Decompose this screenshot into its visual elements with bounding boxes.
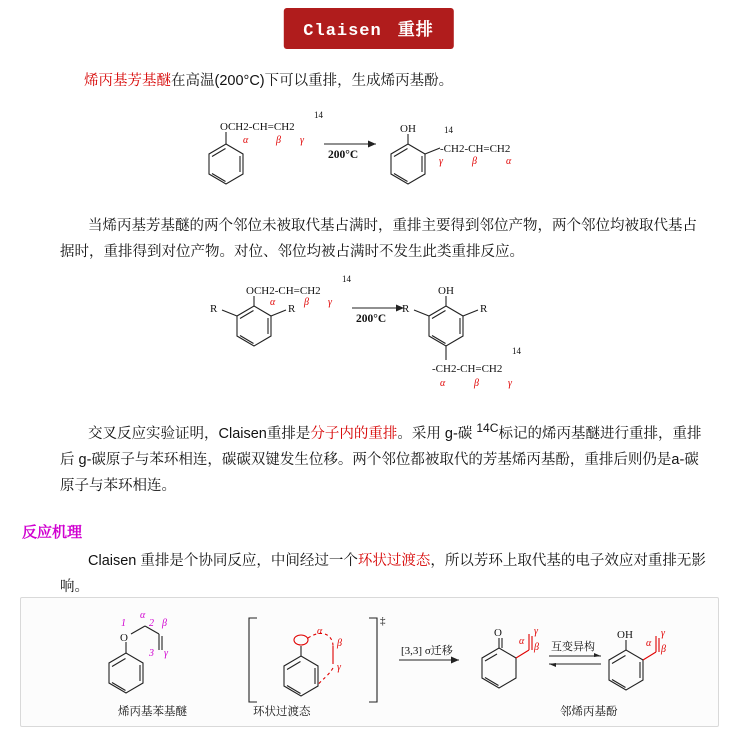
- mechanism-caption-product: 邻烯丙基酚: [560, 706, 618, 718]
- scheme2-condition: 200°C: [356, 313, 387, 325]
- mech-gamma-2: γ: [337, 662, 341, 673]
- paragraph-crossover-a: 交叉反应实验证明，Claisen重排是: [88, 425, 311, 442]
- scheme1-condition: 200°C: [328, 149, 359, 161]
- scheme1-product-chain: -CH2-CH=CH2: [440, 143, 511, 155]
- mech-gamma-3: γ: [534, 626, 538, 637]
- scheme2-product-R-right: R: [480, 303, 488, 315]
- scheme2-product-gamma: γ: [508, 378, 512, 389]
- label-carbon14: 14C: [476, 421, 499, 435]
- paragraph-ortho-para: 当烯丙基芳基醚的两个邻位未被取代基占满时，重排主要得到邻位产物，两个邻位均被取代基占据时，重排得到对位产物。对位、邻位均被占满时不发生此类重排反应。: [60, 218, 697, 260]
- mech-alpha-1: α: [140, 610, 146, 621]
- benzene-ring-product-1: [391, 144, 425, 184]
- scheme1-product-14: 14: [444, 125, 453, 135]
- scheme2-product-R-left: R: [402, 303, 410, 315]
- scheme2-product-14: 14: [512, 346, 521, 356]
- mech-step-label: [3,3] σ迁移: [401, 645, 453, 657]
- mechanism-caption-transition-state: 环状过渡态: [253, 706, 311, 718]
- scheme2-product-alpha: α: [440, 378, 446, 389]
- mech-carbonyl-O: O: [494, 627, 502, 639]
- scheme2-reactant-beta: β: [304, 297, 309, 308]
- benzene-ring-product-2: [429, 306, 463, 346]
- scheme1-product-gamma: γ: [439, 156, 443, 167]
- scheme1-reactant-gamma: γ: [300, 135, 304, 146]
- term-intramolecular: 分子内的重排: [310, 425, 398, 442]
- sigmatropic-arrow: [399, 657, 459, 664]
- scheme1-reactant-alpha: α: [243, 135, 249, 146]
- reaction-arrow-1: [324, 141, 376, 148]
- paragraph-mechanism-a: Claisen 重排是个协同反应，中间经过一个: [88, 553, 358, 569]
- mech-beta-1: β: [162, 618, 167, 629]
- paragraph-mechanism: [60, 548, 710, 600]
- reaction-arrow-2: [352, 305, 404, 312]
- scheme2-reactant-gamma: γ: [328, 297, 332, 308]
- scheme2-reactant-R-left: R: [210, 303, 218, 315]
- mech-structure-cyclic-ts: [284, 626, 342, 696]
- paragraph-crossover: [60, 415, 710, 499]
- mech-tautomer-label: 互变异构: [551, 641, 595, 653]
- scheme2-reactant-alpha: α: [270, 297, 276, 308]
- mech-gamma-4: γ: [661, 628, 665, 639]
- section-heading-mechanism: 反应机理: [22, 524, 83, 541]
- benzene-ring-reactant-2: [237, 306, 271, 346]
- scheme1-label-14: 14: [314, 110, 323, 120]
- mech-beta-3: β: [534, 642, 539, 653]
- mech-dagger: ‡: [380, 615, 386, 627]
- paragraph-intro: [84, 68, 664, 94]
- mech-number-1: 1: [121, 618, 126, 629]
- bracket-left: [249, 618, 257, 702]
- scheme1-product-oh: OH: [400, 123, 416, 135]
- mech-phenol-OH: OH: [617, 629, 633, 641]
- scheme2-product-oh: OH: [438, 285, 454, 297]
- scheme1-reactant-chain: OCH2-CH=CH2: [220, 121, 295, 133]
- scheme2-label-14: 14: [342, 274, 351, 284]
- bracket-right: [369, 618, 377, 702]
- paragraph-crossover-c: 。采用 g-碳: [397, 425, 477, 442]
- mech-gamma-1: γ: [164, 648, 168, 659]
- scheme1-reactant-beta: β: [276, 135, 281, 146]
- scheme1-product-alpha: α: [506, 156, 512, 167]
- page-title-cn: 重排: [397, 20, 434, 39]
- reaction-scheme-1: [196, 104, 556, 196]
- tautomer-equilibrium-arrows: [549, 653, 601, 667]
- scheme1-product-beta: β: [472, 156, 477, 167]
- mech-structure-o-allylphenol: [609, 628, 666, 690]
- scheme2-product-chain: -CH2-CH=CH2: [432, 363, 503, 375]
- benzene-ring-reactant-1: [209, 144, 243, 184]
- scheme2-product-beta: β: [474, 378, 479, 389]
- reaction-scheme-2: [196, 272, 566, 394]
- scheme2-reactant-chain: OCH2-CH=CH2: [246, 285, 321, 297]
- paragraph-crossover-e: 标记的烯丙基醚进行重排，重排后 g-碳原子与苯环相连，碳碳双键发生位移。两个邻位都被取代的芳基烯丙基酚，重排后则仍是a-碳原子与苯环相连。: [60, 425, 702, 494]
- page-title-main: Claisen: [303, 22, 382, 41]
- term-allyl-aryl-ether: 烯丙基芳基醚: [84, 73, 171, 89]
- mech-number-3: 3: [149, 648, 154, 659]
- mech-atom-O: O: [120, 632, 128, 644]
- mech-alpha-2: α: [317, 626, 323, 637]
- page-title: [283, 8, 453, 49]
- mech-alpha-3: α: [519, 636, 525, 647]
- paragraph-intro-rest: 在高温(200°C)下可以重排，生成烯丙基酚。: [171, 73, 454, 89]
- mech-number-2: 2: [149, 618, 154, 629]
- mech-alpha-4: α: [646, 638, 652, 649]
- mech-beta-2: β: [337, 638, 342, 649]
- mech-beta-4: β: [661, 644, 666, 655]
- mech-structure-dienone: [482, 626, 539, 688]
- scheme2-reactant-R-right: R: [288, 303, 296, 315]
- mechanism-caption-reactant: 烯丙基苯基醚: [118, 706, 187, 718]
- paragraph-mechanism-c: ，所以芳环上取代基的电子效应对重排无影响。: [60, 553, 706, 595]
- term-cyclic-transition-state: 环状过渡态: [357, 553, 431, 569]
- mech-structure-allyl-phenyl-ether: [109, 610, 169, 693]
